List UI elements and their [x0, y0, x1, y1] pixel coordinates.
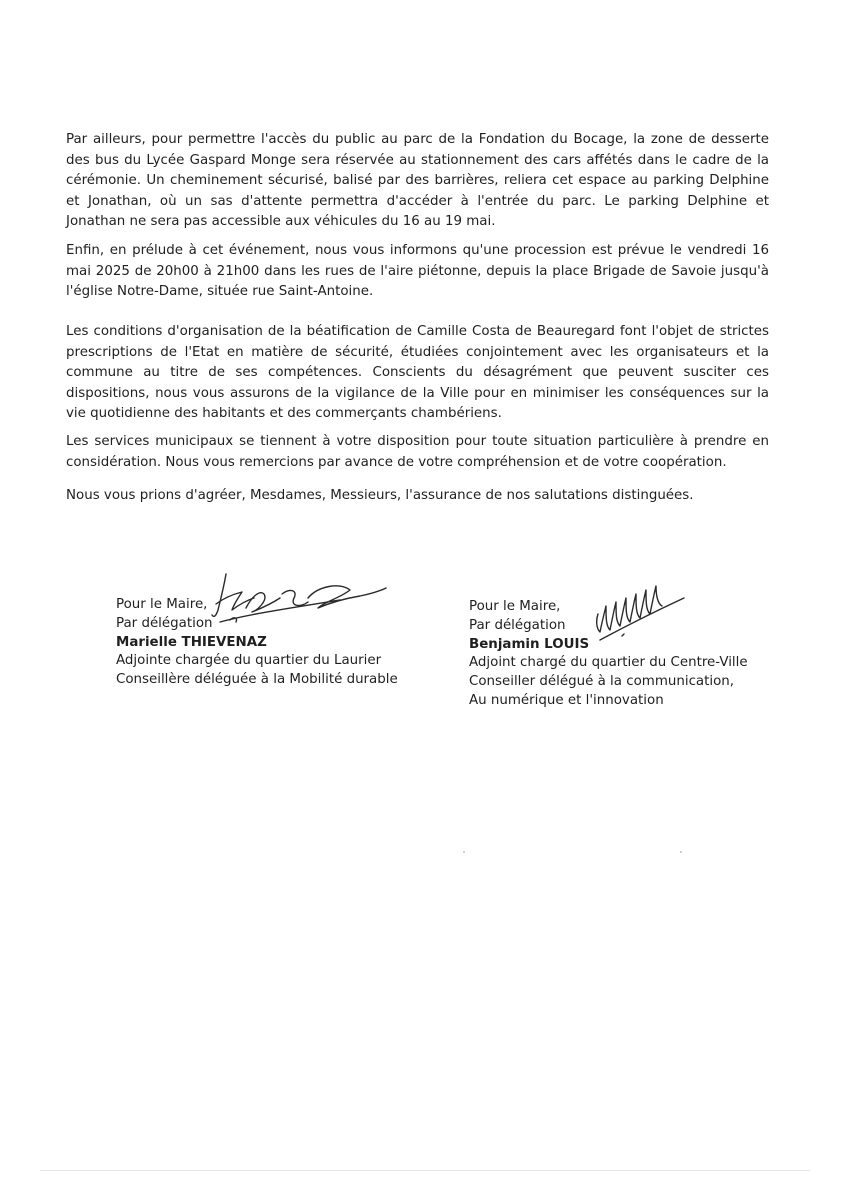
scan-speck — [463, 851, 465, 853]
signatory-role: Conseillère déléguée à la Mobilité durable — [116, 672, 398, 688]
signatory-role: Conseiller délégué à la communication, — [469, 674, 735, 690]
signatory-name: Marielle THIEVENAZ — [116, 634, 267, 650]
signatory-name: Benjamin LOUIS — [469, 636, 590, 652]
signatory-role: Adjoint chargé du quartier du Centre-Ville — [469, 655, 748, 671]
for-mayor-label: Pour le Maire, — [469, 599, 561, 614]
paragraph-closing-salutation: Nous vous prions d'agréer, Mesdames, Messieurs, l'assurance de nos salutations distinguées. — [66, 488, 694, 503]
delegation-label: Par délégation — [469, 617, 566, 633]
paragraph-security-conditions: Les conditions d'organisation de la béatification de Camille Costa de Beauregard font l'objet de strictes prescriptions de l'Etat en matière de sécurité, étudiées conjointement avec les organisateurs et la commune au titre de ses compétences. Conscients du désagrément que peuvent susciter ces dispositions, nous vous assurons de la vigilance de la Ville pour en minimiser les conséquences sur la vie quotidienne des habitants et des commerçants chambériens. — [66, 324, 769, 422]
handwritten-signature-left — [190, 568, 390, 638]
paragraph-bus-parking: Par ailleurs, pour permettre l'accès du public au parc de la Fondation du Bocage, la zone de desserte des bus du Lycée Gaspard Monge sera réservée au stationnement des cars affétés dans le cadre de la cérémonie. Un cheminement sécurisé, balisé par des barrières, reliera cet espace au parking Delphine et Jonathan, où un sas d'attente permettra d'accéder à l'entrée du parc. Le parking Delphine et Jonathan ne sera pas accessible aux véhicules du 16 au 19 mai. — [66, 132, 769, 230]
scan-speck — [680, 851, 682, 853]
for-mayor-label: Pour le Maire, — [116, 597, 208, 612]
delegation-label: Par délégation — [116, 615, 213, 631]
handwritten-signature-right — [570, 576, 690, 656]
scan-edge-line — [40, 1170, 810, 1171]
signatory-role: Adjointe chargée du quartier du Laurier — [116, 653, 382, 669]
signatory-role: Au numérique et l'innovation — [469, 692, 664, 708]
paragraph-procession: Enfin, en prélude à cet événement, nous vous informons qu'une procession est prévue le vendredi 16 mai 2025 de 20h00 à 21h00 dans les rues de l'aire piétonne, depuis la place Brigade de Savoie jusqu'à l'église Notre-Dame, située rue Saint-Antoine. — [66, 243, 769, 300]
paragraph-municipal-services: Les services municipaux se tiennent à votre disposition pour toute situation particulière à prendre en considération. Nous vous remercions par avance de votre compréhension et de votre coopération. — [66, 434, 769, 470]
